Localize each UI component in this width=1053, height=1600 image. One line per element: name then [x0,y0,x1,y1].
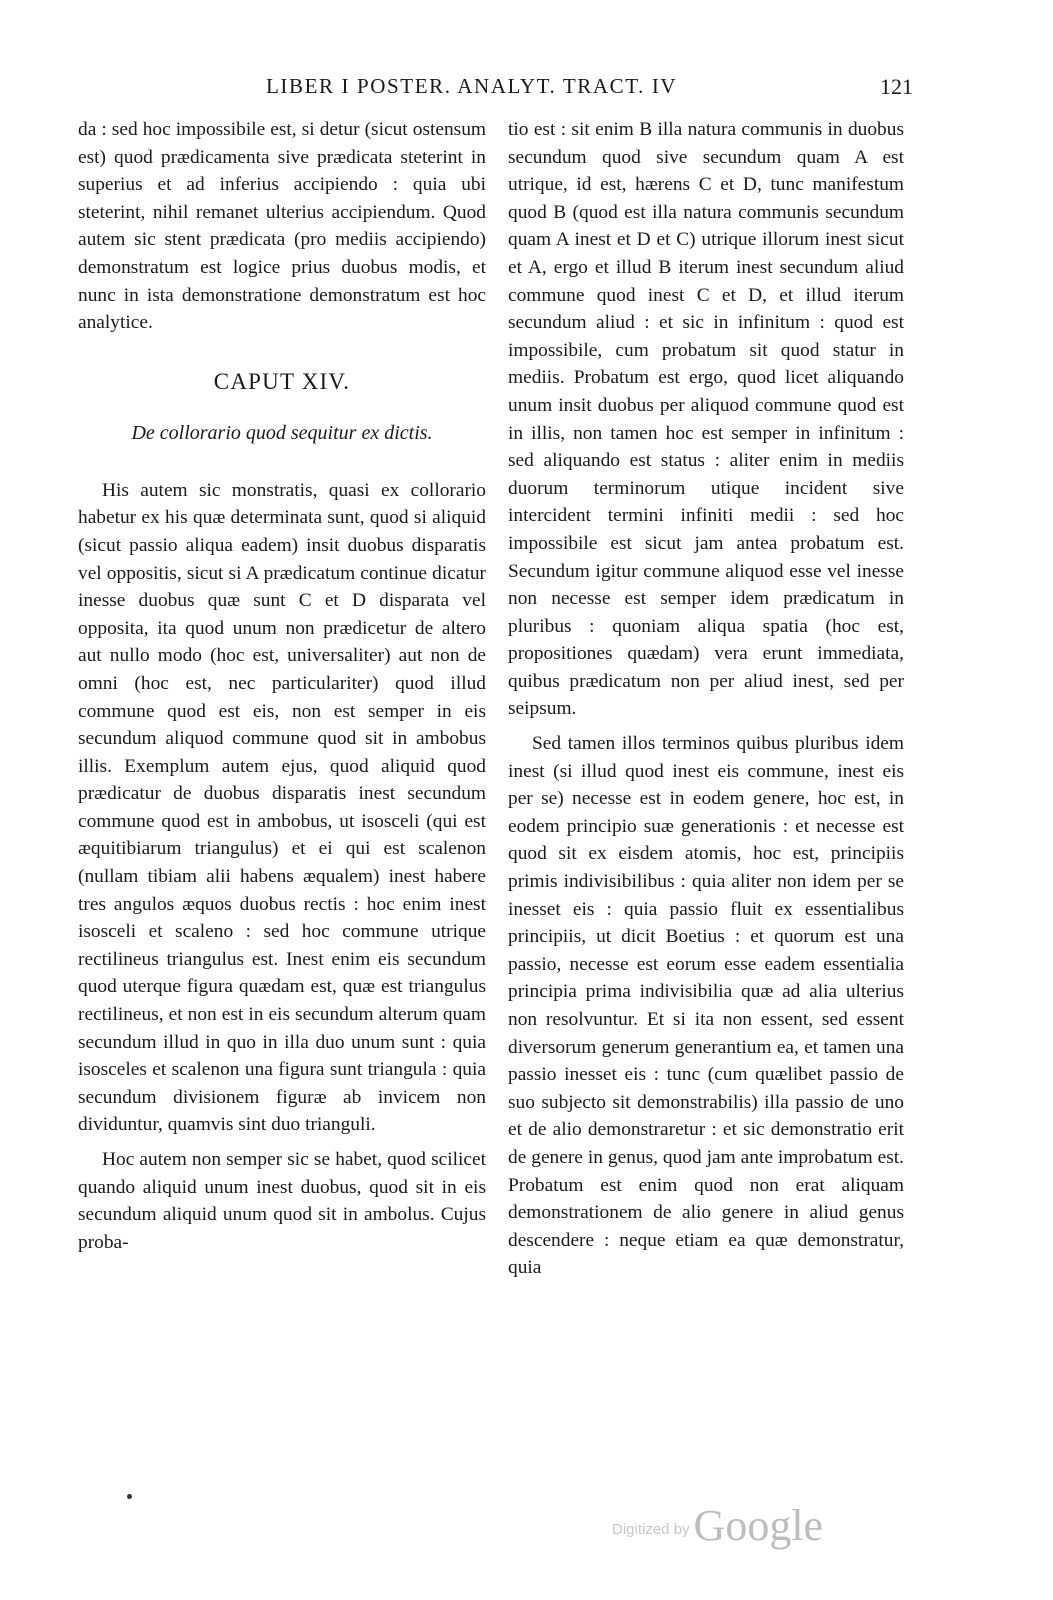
chapter-title: CAPUT XIV. [213,368,351,394]
paragraph-left-3: Hoc autem non semper sic se habet, quod scilicet quando aliquid unum inest duobus, quod sit in eis secundum aliquid unum quod sit in ambolus. Cujus proba- [78,1149,486,1253]
running-title: LIBER I POSTER. ANALYT. TRACT. IV [266,74,678,98]
paragraph-left-2: His autem sic monstratis, quasi ex collorario habetur ex his quæ determinata sunt, quod si aliquid (sicut passio aliqua eadem) insit duobus disparatis vel oppositis, sicut si A prædicatum continue dicatur inesse duobus quæ sunt C et D disparata vel opposita, ita quod unum non prædicetur de altero aut nullo modo (hoc est, universaliter) aut non de omni (hoc est, nec particulariter) quod illud commune quod est eis, non est semper in eis secundum aliquod commune quod sit in ambobus illis. Exemplum autem ejus, quod aliquid quod prædicatur de duobus disparatis inest secundum commune quod est in ambobus, ut isosceli (qui est æquitibiarum triangulus) et ei qui est scalenon (nullam tibiam alii habens æqualem) inest habere tres angulos æquos duobus rectis : hoc enim inest isosceli et scaleno : sed hoc commune utrique rectilineus triangulus est. Inest enim eis secundum quod uterque figura quædam est, quæ est triangulus rectilineus, et non est in eis secundum alterum quam secundum illud in quo in illa duo unum sunt : quia isosceles et scalenon una figura sunt triangula : quia secundum divisionem figuræ ab invicem non dividuntur, quamvis sint duo trianguli. [78,479,486,1136]
digitization-watermark [612,1500,823,1551]
running-head [0,74,1053,106]
page-number: 121 [880,74,913,99]
google-logo: Google [693,1501,824,1550]
watermark-prefix: Digitized by [612,1521,690,1538]
chapter-subtitle: De collorario quod sequitur ex dictis. [131,421,433,444]
paragraph-right-1: tio est : sit enim B illa natura communis in duobus secundum quod sive secundum quam A est utrique, id est, hærens C et D, tunc manifestum quod B (quod est illa natura communis secundum quam A inest et D et C) utrique illorum inest sicut et A, ergo et illud B iterum inest secundum aliud commune quod inest C et D, et illud iterum secundum aliud : et sic in infinitum : quod est impossibile, cum probatum sit quod statur in mediis. Probatum est ergo, quod licet aliquando unum insit duobus per aliquod commune quod est in illis, non tamen hoc est semper in infinitum : sed aliquando est status : aliter enim in mediis duorum terminorum utique incident sive intercident termini infiniti medii : sed hoc impossibile est sicut jam antea probatum est. Secundum igitur commune aliquod esse vel inesse non necesse est semper idem prædicatum in pluribus : quoniam aliqua spatia (hoc est, propositiones quædam) vera erunt immediata, quibus prædicatum non per aliud inest, sed per seipsum. [508,119,904,720]
paragraph-left-1: da : sed hoc impossibile est, si detur (sicut ostensum est) quod prædicamenta sive prædicata steterint in superius et ad inferius accipiendo : quia ubi steterint, nihil remanet ulterius accipiendum. Quod autem sic stent prædicata (pro mediis accipiendo) demonstratum est logice prius duobus modis, et nunc in ista demonstratione demonstratum est hoc analytice. [78,119,486,334]
paragraph-right-2: Sed tamen illos terminos quibus pluribus idem inest (si illud quod inest eis commune, inest eis per se) necesse est in eodem genere, hoc est, in eodem principio suæ generationis : et necesse est quod sit ex eisdem atomis, hoc est, principiis primis indivisibilibus : quia aliter non idem per se inesset eis : quia passio fluit ex essentialibus principiis, ut dicit Boetius : et quorum est una passio, necesse est eorum esse eadem essentialia principia prima indivisibilia quæ ad alia ulterius non resolvuntur. Et si ita non essent, sed essent diversorum generum generantium ea, et tamen una passio inesset eis : tunc (cum quælibet passio de suo subjecto sit demonstrabilis) illa passio de uno et de alio demonstraretur : et sic demonstratio erit de genere in genus, quod jam ante improbatum est. Probatum est enim quod non erat aliquam demonstrationem de alio genere in aliud genus descendere : neque etiam ea quæ demonstratur, quia [508,733,904,1279]
left-column [78,116,486,1256]
ink-dot [127,1494,132,1499]
right-column [508,116,904,1282]
